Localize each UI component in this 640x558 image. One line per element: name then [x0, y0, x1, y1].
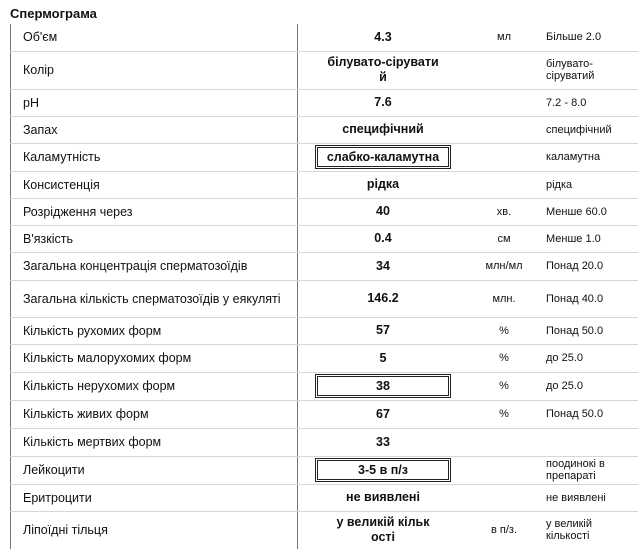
param-name: Кількість мертвих форм	[11, 428, 298, 456]
table-row	[11, 372, 639, 400]
table-row	[11, 280, 639, 317]
param-unit	[468, 116, 540, 143]
param-value: 33	[376, 434, 390, 449]
param-name: Консистенція	[11, 171, 298, 198]
param-unit	[468, 484, 540, 511]
param-unit	[468, 171, 540, 198]
param-value: рідка	[366, 177, 400, 191]
param-norm: білувато-сіруватий	[540, 51, 638, 89]
param-value: 146.2	[367, 291, 399, 305]
param-norm: поодинокі в препараті	[540, 456, 638, 484]
param-name: Ліпоїдні тільця	[11, 511, 298, 549]
table-row	[11, 428, 639, 456]
param-name: Запах	[11, 116, 298, 143]
param-value: 57	[376, 323, 390, 337]
results-table	[10, 24, 638, 549]
param-unit: хв.	[468, 198, 540, 225]
param-name: В'язкість	[11, 225, 298, 252]
param-norm: 7.2 - 8.0	[540, 89, 638, 116]
param-name: Загальна концентрація сперматозоїдів	[11, 252, 298, 280]
param-norm: Понад 50.0	[540, 400, 638, 428]
param-norm: Менше 60.0	[540, 198, 638, 225]
param-name: Кількість живих форм	[11, 400, 298, 428]
table-row	[11, 116, 639, 143]
param-unit: %	[468, 400, 540, 428]
table-row	[11, 400, 639, 428]
param-name: Розрідження через	[11, 198, 298, 225]
table-row	[11, 198, 639, 225]
param-unit: мл	[468, 24, 540, 51]
param-unit	[468, 51, 540, 89]
param-value: білувато-сіруватий	[327, 55, 439, 84]
param-value: 38	[315, 374, 451, 398]
param-unit	[468, 428, 540, 456]
param-value: слабко-каламутна	[315, 145, 451, 169]
table-row	[11, 317, 639, 344]
param-value: 7.6	[374, 95, 392, 109]
param-name: Кількість рухомих форм	[11, 317, 298, 344]
param-unit: в п/з.	[490, 524, 517, 537]
table-row	[11, 456, 639, 484]
param-value: у великій кількості	[336, 515, 430, 545]
param-name: Загальна кількість сперматозоїдів у еякуляті	[11, 280, 298, 317]
param-name: Кількість малорухомих форм	[11, 344, 298, 372]
param-unit	[468, 456, 540, 484]
param-norm: Понад 40.0	[540, 280, 638, 317]
table-row	[11, 344, 639, 372]
param-name: Колір	[11, 51, 298, 89]
param-value: специфічний	[342, 122, 424, 136]
table-row	[11, 484, 639, 511]
param-norm: Понад 20.0	[540, 252, 638, 280]
param-name: Об'єм	[11, 24, 298, 51]
table-row	[11, 89, 639, 116]
param-name: pH	[11, 89, 298, 116]
param-name: Кількість нерухомих форм	[11, 372, 298, 400]
param-unit: %	[468, 372, 540, 400]
param-norm: у великій кількості	[546, 518, 592, 543]
param-norm: каламутна	[540, 143, 638, 171]
param-unit: %	[468, 317, 540, 344]
param-norm: не виявлені	[540, 484, 638, 511]
param-norm: Менше 1.0	[540, 225, 638, 252]
param-norm	[540, 428, 638, 456]
table-row	[11, 51, 639, 89]
param-unit	[468, 89, 540, 116]
page-title: Спермограма	[10, 6, 97, 21]
table-row	[11, 225, 639, 252]
param-norm: Більше 2.0	[540, 24, 638, 51]
param-unit: см	[468, 225, 540, 252]
param-value: 4.3	[374, 29, 392, 44]
table-row	[11, 511, 639, 549]
param-norm: рідка	[540, 171, 638, 198]
param-value: 67	[376, 406, 390, 421]
table-row	[11, 143, 639, 171]
param-name: Лейкоцити	[11, 456, 298, 484]
param-value: 40	[376, 204, 390, 218]
param-value: не виявлені	[346, 490, 420, 504]
param-norm: до 25.0	[540, 344, 638, 372]
param-name: Каламутність	[11, 143, 298, 171]
table-row	[11, 24, 639, 51]
param-value: 5	[379, 350, 387, 365]
table-row	[11, 252, 639, 280]
param-value: 0.4	[374, 231, 392, 245]
param-norm: специфічний	[540, 116, 638, 143]
param-value: 34	[376, 258, 390, 273]
param-value: 3-5 в п/з	[315, 458, 451, 482]
param-unit	[468, 143, 540, 171]
param-norm: до 25.0	[540, 372, 638, 400]
param-unit: млн.	[468, 280, 540, 317]
param-unit: млн/мл	[468, 252, 540, 280]
param-name: Еритроцити	[11, 484, 298, 511]
param-norm: Понад 50.0	[540, 317, 638, 344]
table-row	[11, 171, 639, 198]
param-unit: %	[468, 344, 540, 372]
